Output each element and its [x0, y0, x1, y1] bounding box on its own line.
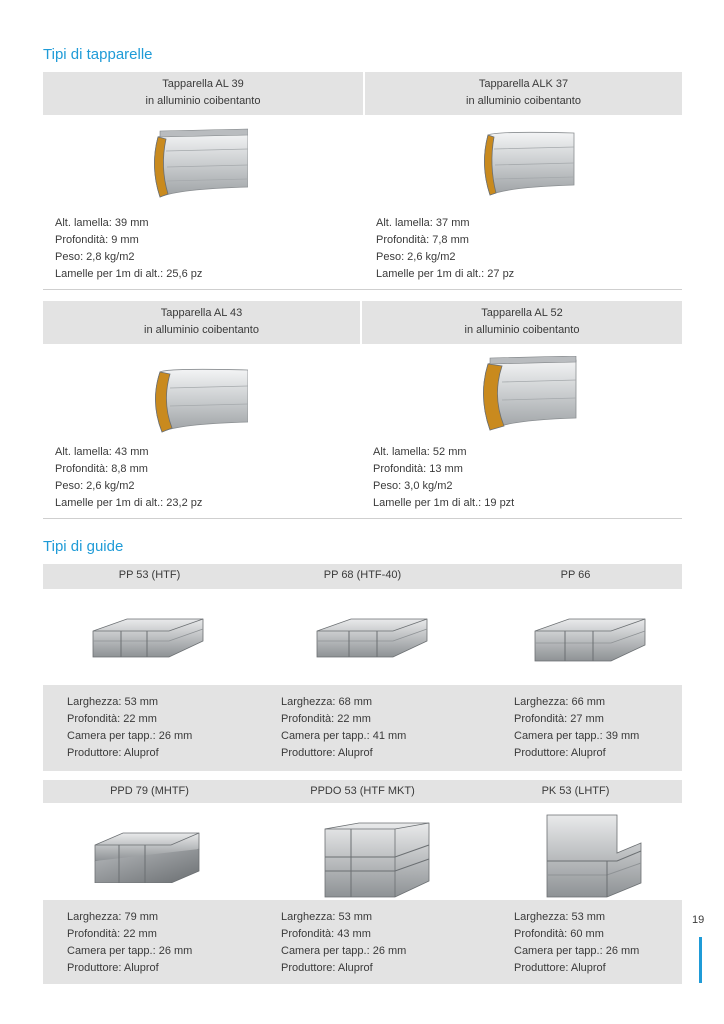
guide-specs [281, 909, 406, 977]
shutter-spec: Peso: 2,6 kg/m2 [55, 480, 135, 492]
guide-profile-image [545, 813, 645, 899]
guide-spec: Camera per tapp.: 26 mm [281, 945, 407, 957]
guide-specs [67, 909, 192, 977]
guide-spec: Larghezza: 53 mm [67, 696, 159, 708]
guides-header [43, 780, 682, 803]
shutter-spec: Lamelle per 1m di alt.: 23,2 pz [55, 497, 203, 509]
page-number: 19 [692, 914, 705, 926]
guides-specs-panel [43, 685, 682, 771]
guides-section-title: Tipi di guide [43, 538, 124, 555]
shutter-specs [373, 444, 514, 512]
guide-spec: Produttore: Aluprof [67, 747, 159, 759]
guide-spec: Produttore: Aluprof [281, 962, 373, 974]
shutter-spec: Profondità: 13 mm [373, 463, 463, 475]
shutter-slat-image [148, 127, 248, 205]
guides-row-1 [43, 564, 682, 771]
shutter-header [43, 72, 363, 115]
page-accent-bar [699, 937, 702, 983]
shutter-material: in alluminio coibentanto [145, 95, 261, 107]
guide-spec: Profondità: 43 mm [281, 928, 371, 940]
guide-spec: Produttore: Aluprof [514, 962, 606, 974]
shutter-name: Tapparella ALK 37 [478, 78, 569, 90]
shutter-spec: Peso: 2,8 kg/m2 [55, 251, 135, 263]
guide-spec: Profondità: 60 mm [514, 928, 604, 940]
guide-profile-image [533, 617, 648, 665]
shutter-spec: Profondità: 9 mm [55, 234, 139, 246]
guide-spec: Larghezza: 68 mm [281, 696, 373, 708]
shutter-header [43, 301, 360, 344]
shutter-spec: Profondità: 8,8 mm [55, 463, 148, 475]
shutter-name: Tapparella AL 39 [162, 78, 244, 90]
shutter-spec: Alt. lamella: 43 mm [55, 446, 149, 458]
guide-spec: Camera per tapp.: 39 mm [514, 730, 640, 742]
guide-spec: Camera per tapp.: 41 mm [281, 730, 407, 742]
guide-specs [514, 694, 639, 762]
guide-profile-image [323, 821, 433, 899]
shutter-header [365, 72, 682, 115]
guide-spec: Larghezza: 66 mm [514, 696, 606, 708]
shutter-spec: Peso: 3,0 kg/m2 [373, 480, 453, 492]
guide-spec: Larghezza: 79 mm [67, 911, 159, 923]
guide-spec: Profondità: 22 mm [67, 928, 157, 940]
guide-spec: Larghezza: 53 mm [281, 911, 373, 923]
guides-specs-panel [43, 900, 682, 984]
shutter-header [362, 301, 682, 344]
guide-profile-image [315, 617, 430, 661]
shutter-slat-image [478, 127, 578, 205]
guide-spec: Larghezza: 53 mm [514, 911, 606, 923]
shutter-material: in alluminio coibentanto [464, 324, 580, 336]
guide-profile-image [93, 831, 203, 883]
guide-name: PK 53 (LHTF) [541, 785, 610, 797]
guide-spec: Camera per tapp.: 26 mm [67, 945, 193, 957]
shutter-specs [376, 215, 514, 283]
guide-name: PP 68 (HTF-40) [323, 569, 402, 581]
guide-spec: Camera per tapp.: 26 mm [514, 945, 640, 957]
guides-header [43, 564, 682, 589]
shutter-spec: Lamelle per 1m di alt.: 25,6 pz [55, 268, 203, 280]
shutter-spec: Peso: 2,6 kg/m2 [376, 251, 456, 263]
shutter-spec: Lamelle per 1m di alt.: 19 pzt [373, 497, 515, 509]
shutter-material: in alluminio coibentanto [466, 95, 581, 107]
guide-name: PP 66 [560, 569, 591, 581]
guide-spec: Profondità: 27 mm [514, 713, 604, 725]
shutter-spec: Alt. lamella: 37 mm [376, 217, 470, 229]
guide-spec: Profondità: 22 mm [67, 713, 157, 725]
guide-spec: Profondità: 22 mm [281, 713, 371, 725]
guide-profile-image [91, 617, 206, 661]
guide-spec: Produttore: Aluprof [514, 747, 606, 759]
guide-specs [281, 694, 406, 762]
guide-specs [67, 694, 192, 762]
shutter-name: Tapparella AL 52 [481, 307, 563, 319]
guide-name: PPD 79 (MHTF) [110, 785, 189, 797]
shutter-specs [55, 215, 202, 283]
shutter-spec: Alt. lamella: 52 mm [373, 446, 467, 458]
shutter-spec: Alt. lamella: 39 mm [55, 217, 149, 229]
shutters-row-1 [43, 72, 682, 290]
shutter-spec: Lamelle per 1m di alt.: 27 pz [376, 268, 515, 280]
shutter-slat-image [148, 356, 248, 434]
shutters-row-2 [43, 301, 682, 519]
shutter-material: in alluminio coibentanto [144, 324, 259, 336]
shutter-name: Tapparella AL 43 [160, 307, 243, 319]
shutters-section-title: Tipi di tapparelle [43, 46, 153, 63]
shutter-specs [55, 444, 202, 512]
guide-spec: Produttore: Aluprof [67, 962, 159, 974]
shutter-spec: Profondità: 7,8 mm [376, 234, 469, 246]
guide-name: PP 53 (HTF) [118, 569, 181, 581]
guide-spec: Produttore: Aluprof [281, 747, 373, 759]
shutter-slat-image [478, 356, 578, 434]
guides-row-2 [43, 780, 682, 984]
guide-specs [514, 909, 639, 977]
guide-spec: Camera per tapp.: 26 mm [67, 730, 193, 742]
guide-name: PPDO 53 (HTF MKT) [310, 785, 415, 797]
